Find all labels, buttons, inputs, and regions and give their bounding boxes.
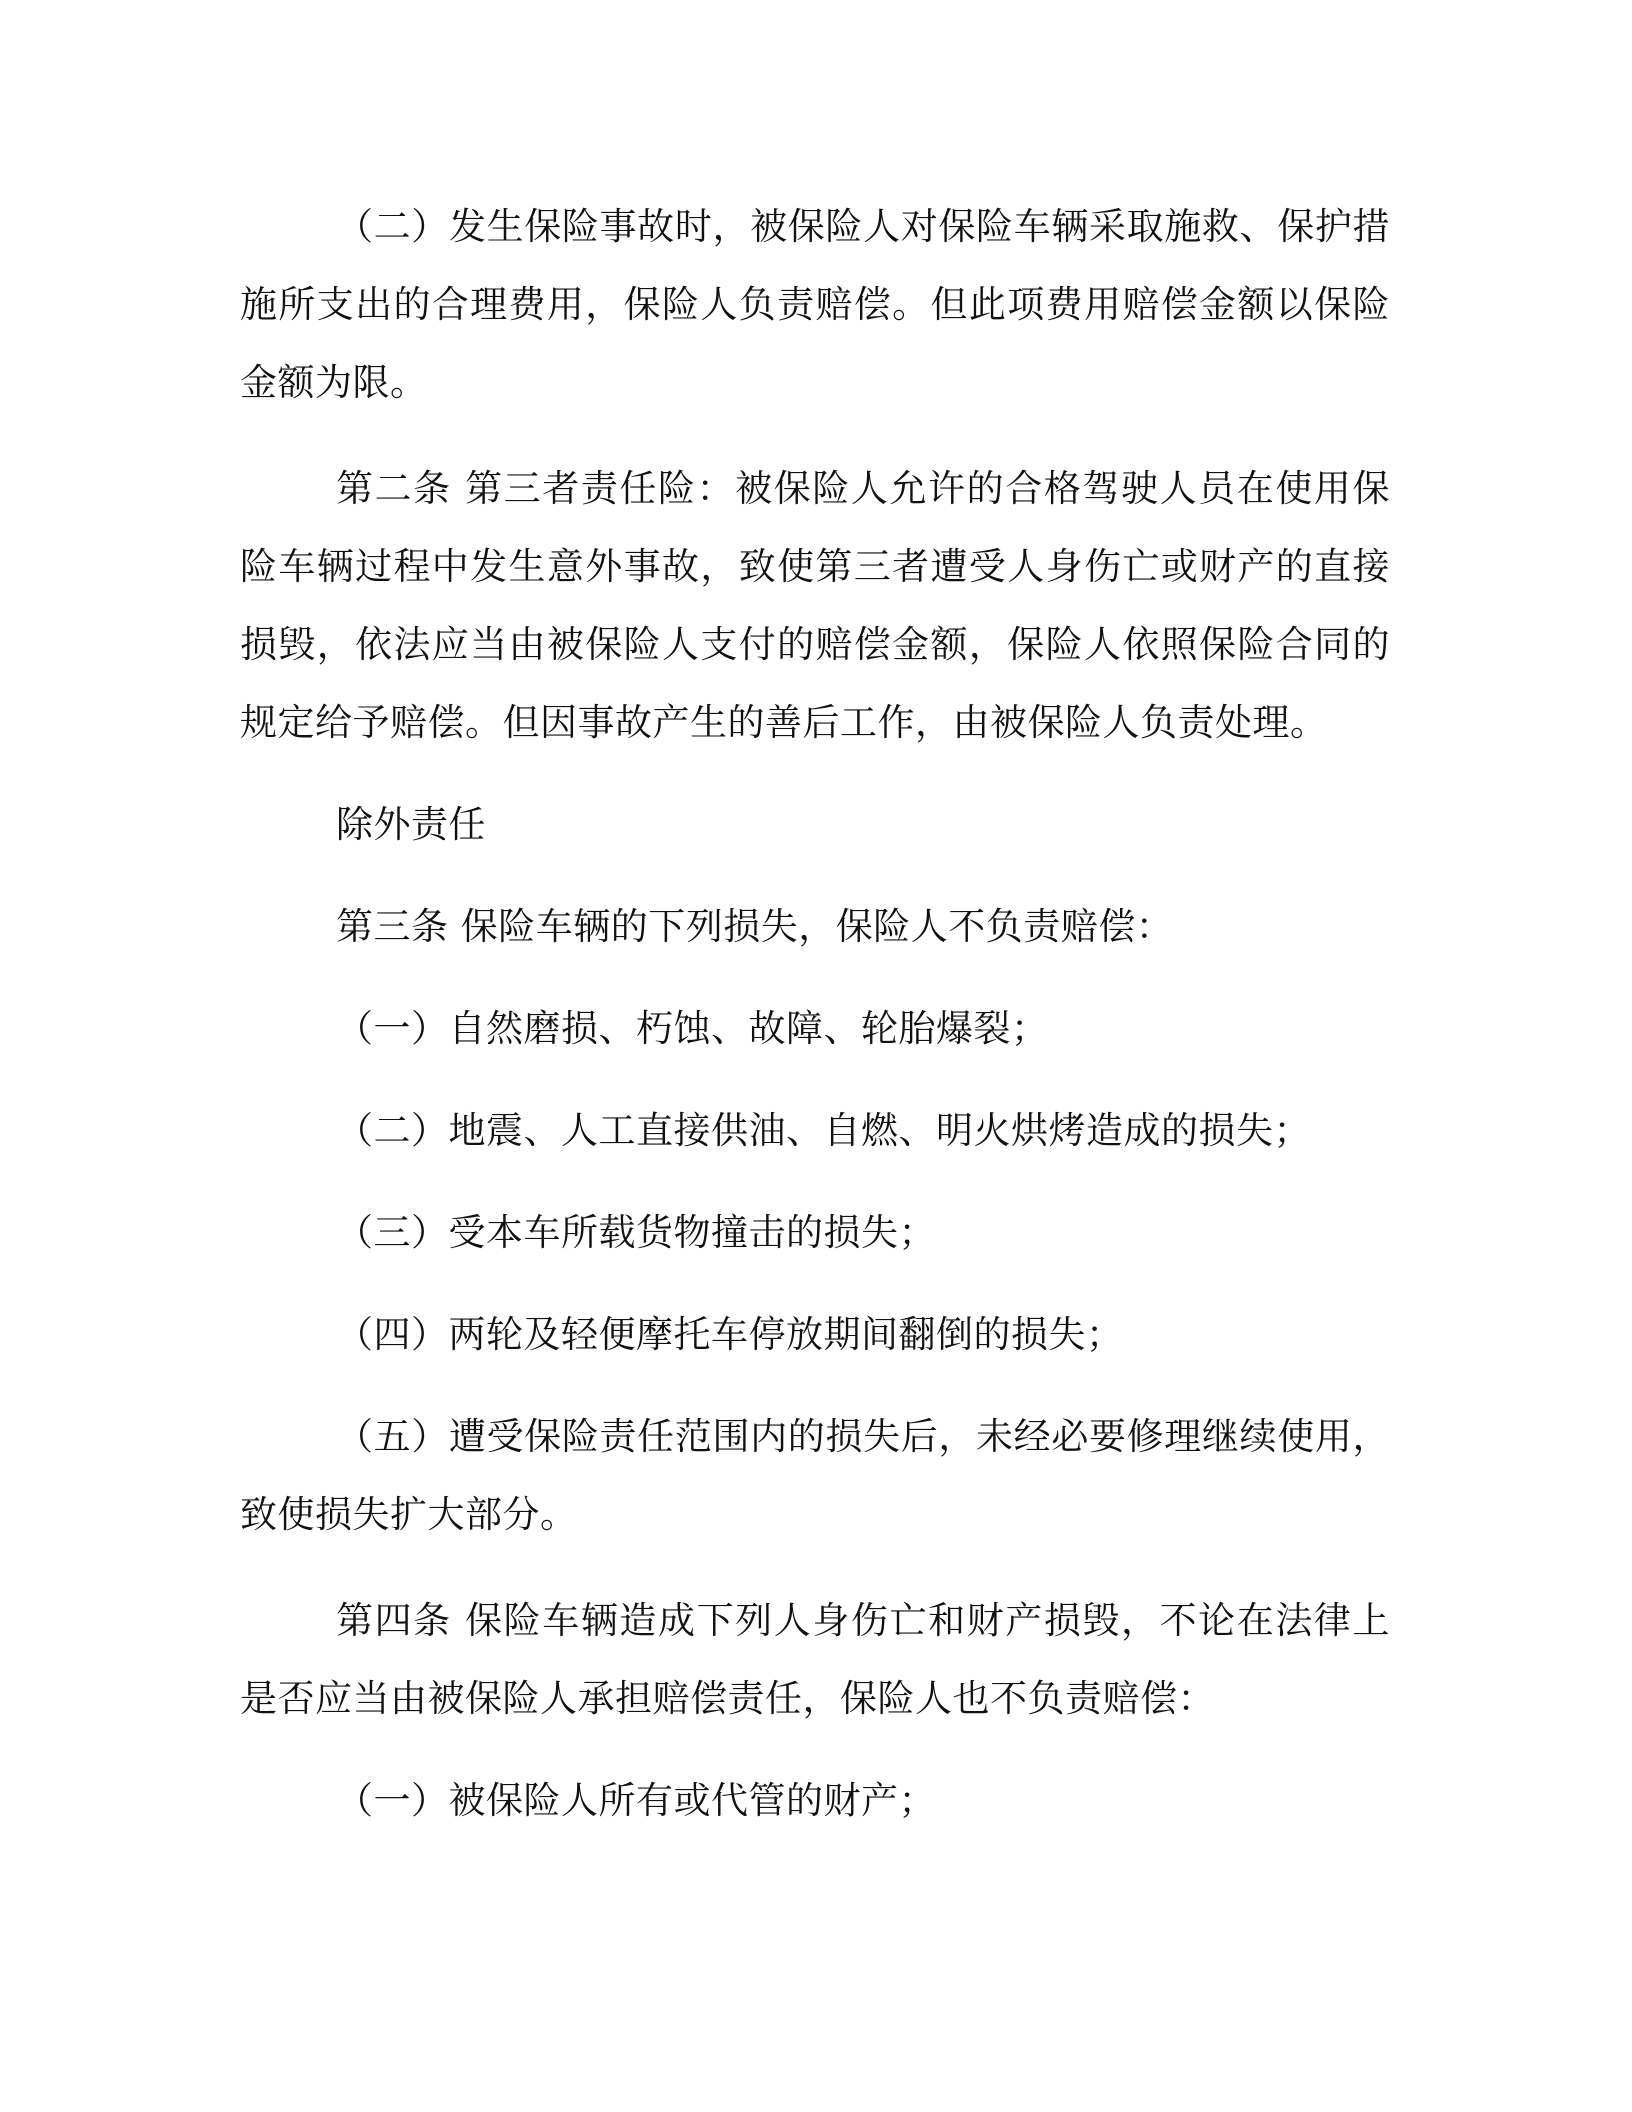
list-item-3-3: （三）受本车所载货物撞击的损失； (336, 1211, 936, 1254)
list-item-3-4: （四）两轮及轻便摩托车停放期间翻倒的损失； (336, 1313, 1124, 1356)
section-heading-exclusions: 除外责任 (336, 803, 486, 846)
paragraph-rescue-costs: （二）发生保险事故时，被保险人对保险车辆采取施救、保护措施所支出的合理费用，保险人负责赔偿。但此项费用赔偿金额以保险金额为限。 (240, 205, 1390, 404)
list-item-3-1: （一）自然磨损、朽蚀、故障、轮胎爆裂； (336, 1007, 1049, 1050)
paragraph-article-3: 第三条 保险车辆的下列损失，保险人不负责赔偿： (336, 905, 1174, 948)
paragraph-article-4: 第四条 保险车辆造成下列人身伤亡和财产损毁，不论在法律上是否应当由被保险人承担赔偿责任，保险人也不负责赔偿： (240, 1599, 1390, 1720)
document-body (240, 188, 1390, 1840)
paragraph-article-2: 第二条 第三者责任险：被保险人允许的合格驾驶人员在使用保险车辆过程中发生意外事故，致使第三者遭受人身伤亡或财产的直接损毁，依法应当由被保险人支付的赔偿金额，保险人依照保险合同的规定给予赔偿。但因事故产生的善后工作，由被保险人负责处理。 (240, 467, 1390, 744)
list-item-4-1: （一）被保险人所有或代管的财产； (336, 1779, 936, 1822)
list-item-3-5: （五）遭受保险责任范围内的损失后，未经必要修理继续使用，致使损失扩大部分。 (240, 1415, 1390, 1536)
list-item-3-2: （二）地震、人工直接供油、自燃、明火烘烤造成的损失； (336, 1109, 1311, 1152)
